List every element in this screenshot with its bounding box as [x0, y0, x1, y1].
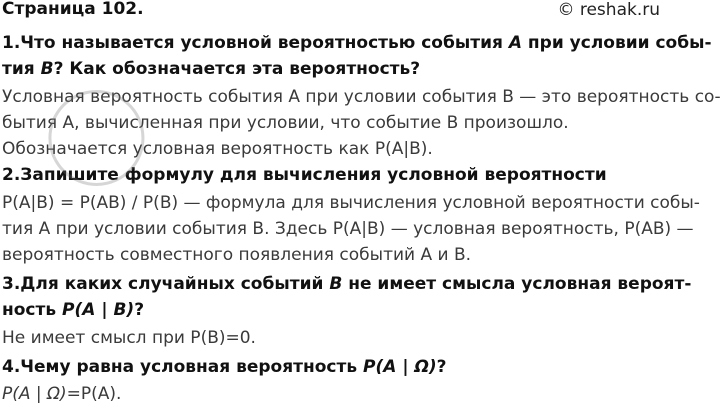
question-4-title: 4.Чему равна условная вероятность P(A | Ω)? — [2, 357, 447, 377]
answer-1-line-2: бытия А, вычисленная при условии, что событие В произошло. — [2, 113, 569, 133]
question-3-line-1: 3.Для каких случайных событий B не имеет смысла условная вероят- — [2, 274, 692, 294]
answer-2-line-2: тия А при условии события В. Здесь Р(А|В) — условная вероятность, Р(АВ) — — [2, 219, 694, 239]
site-credit: © reshak.ru — [557, 0, 660, 20]
answer-2-line-3: вероятность совместного появления событий А и В. — [2, 245, 472, 265]
answer-2-line-1: Р(А|В) = Р(АВ) / Р(В) — формула для вычисления условной вероятности собы- — [2, 193, 700, 213]
question-3-line-2: ность P(A | B)? — [2, 300, 145, 320]
question-2-title: 2.Запишите формулу для вычисления условной вероятности — [2, 165, 607, 185]
question-1-line-1: 1.Что называется условной вероятностью события A при условии собы- — [2, 33, 712, 53]
page-number: Страница 102. — [2, 0, 144, 19]
answer-1-line-3: Обозначается условная вероятность как Р(А|В). — [2, 139, 433, 159]
answer-3: Не имеет смысл при Р(В)=0. — [2, 328, 256, 348]
question-1-line-2: тия B? Как обозначается эта вероятность? — [2, 59, 421, 79]
answer-1-line-1: Условная вероятность события А при условии события В — это вероятность со- — [2, 87, 721, 107]
answer-4: P(A | Ω)=Р(А). — [2, 384, 122, 404]
